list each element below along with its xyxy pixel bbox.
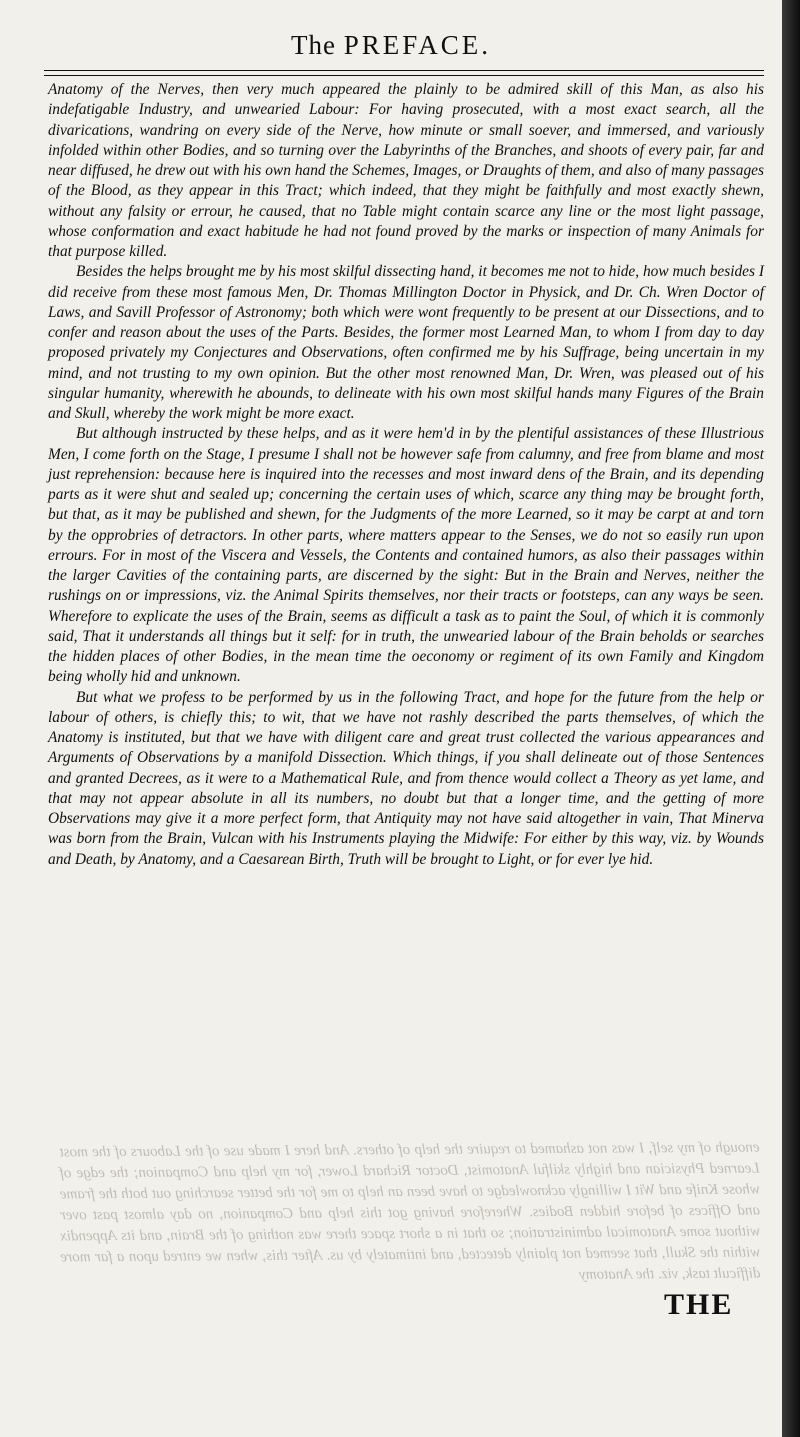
preface-body (48, 80, 764, 870)
bleed-through-text: enough of my self, I was not ashamed to require the help of others. And here I made use of the Labours of the most Learned Physician and highly skilful Anatomist, Doctor Richard Lower, for my help and Companion; the edge of whose Knife and Wit I willingly acknowledge to have been an help to me for the better searching out both the frame and Offices of before hidden Bodies. Wherefore having got this help and Companion, no day almost past over without some Anatomical administration; so that in a short space there was nothing of the Brain, and its Appendix within the Skull, that seemed not plainly detected, and intimately by us. After this, when we entred upon a far more difficult task, viz. the Anatomy (59, 1139, 761, 1283)
header-rule-lower (44, 75, 764, 76)
page-edge-shadow (782, 0, 800, 1437)
paragraph-but-although: But although instructed by these helps, and as it were hem'd in by the plentiful assistances of these Illustrious Men, I come forth on the Stage, I presume I shall not be however safe from calumny, and free from blame and most just reprehension: because here is inquired into the recesses and most inward dens of the Brain, and its depending parts as it were shut and sealed up; concerning the certain uses of which, scarce any thing may be brought forth, but that, as it may be published and shewn, for the Judgments of the more Learned, so it may be carpt at and torn by the opprobries of detractors. In other parts, where matters appear to the Senses, we do not so easily run upon errours. For in most of the Viscera and Vessels, the Contents and contained humors, as also their passages within the larger Cavities of the containing parts, are discerned by the sight: But in the Brain and Nerves, neither the rushings on or impressions, viz. the Animal Spirits themselves, nor their tracts or footsteps, can any ways be seen. Wherefore to explicate the uses of the Brain, seems as difficult a task as to paint the Soul, of which it is commonly said, That it understands all things but it self: for in truth, the unwearied labour of the Brain beholds or searches the hidden places of other Bodies, in the mean time the oeconomy or regiment of its own Family and Kingdom being wholly hid and unknown. (48, 425, 764, 686)
header-title: PREFACE. (343, 30, 491, 60)
paragraph-besides-the-helps: Besides the helps brought me by his most skilful dissecting hand, it becomes me not to hide, how much besides I did receive from these most famous Men, Dr. Thomas Millington Doctor in Physick, and Dr. Ch. Wren Doctor of Laws, and Savill Professor of Astronomy; both which were wont frequently to be present at our Dissections, and to confer and reason about the uses of the Parts. Besides, the former most Learned Man, to whom I from day to day proposed privately my Conjectures and Observations, often confirmed me by his Suffrage, being uncertain in my mind, and not trusting to my own opinion. But the other most renowned Man, Dr. Wren, was pleased out of his singular humanity, wherewith he abounds, to delineate with his own most skilful hands many Figures of the Brain and Skull, whereby the work might be more exact. (48, 263, 764, 422)
running-header (0, 30, 782, 61)
header-article: The (290, 30, 336, 60)
header-rule-upper (44, 70, 764, 71)
paragraph-anatomy-of-nerves: Anatomy of the Nerves, then very much appeared the plainly to be admired skill of this Man, as also his indefatigable Industry, and unwearied Labour: For having prosecuted, with a most exact search, all the divarications, wandring on every side of the Nerve, how minute or small soever, and immersed, and variously infolded within other Bodies, and so turning over the Labyrinths of the Branches, and shoots of every pair, far and near diffused, he drew out with his own hand the Schemes, Images, or Draughts of them, and also of many passages of the Blood, as they appear in this Tract; which indeed, that they might be faithfully and most exactly shewn, without any falsity or errour, he caused, that no Table might contain scarce any line or the most light passage, whose conformation and exact habitude he had not found proved by the marks or inspection of many Animals for that purpose killed. (48, 81, 764, 260)
paragraph-but-what-we-profess: But what we profess to be performed by us in the following Tract, and hope for the future from the help or labour of others, is chiefly this; to wit, that we have not rashly described the parts themselves, of which the Anatomy is instituted, but that we have with diligent care and great trust collected the various appearances and Arguments of Observations by a manifold Dissection. Which things, if you shall delineate out of those Sentences and granted Decrees, as it were to a Mathematical Rule, and from thence would collect a Theory as yet lame, and that may not appear absolute in all its numbers, no doubt but that a longer time, and the getting of more Observations may give it a more perfect form, that Antiquity may not have said altogether in vain, That Minerva was born from the Brain, Vulcan with his Instruments playing the Midwife: For either by this way, viz. by Wounds and Death, by Anatomy, and a Caesarean Birth, Truth will be brought to Light, or for ever lye hid. (48, 688, 764, 868)
catchword: THE (664, 1288, 734, 1321)
